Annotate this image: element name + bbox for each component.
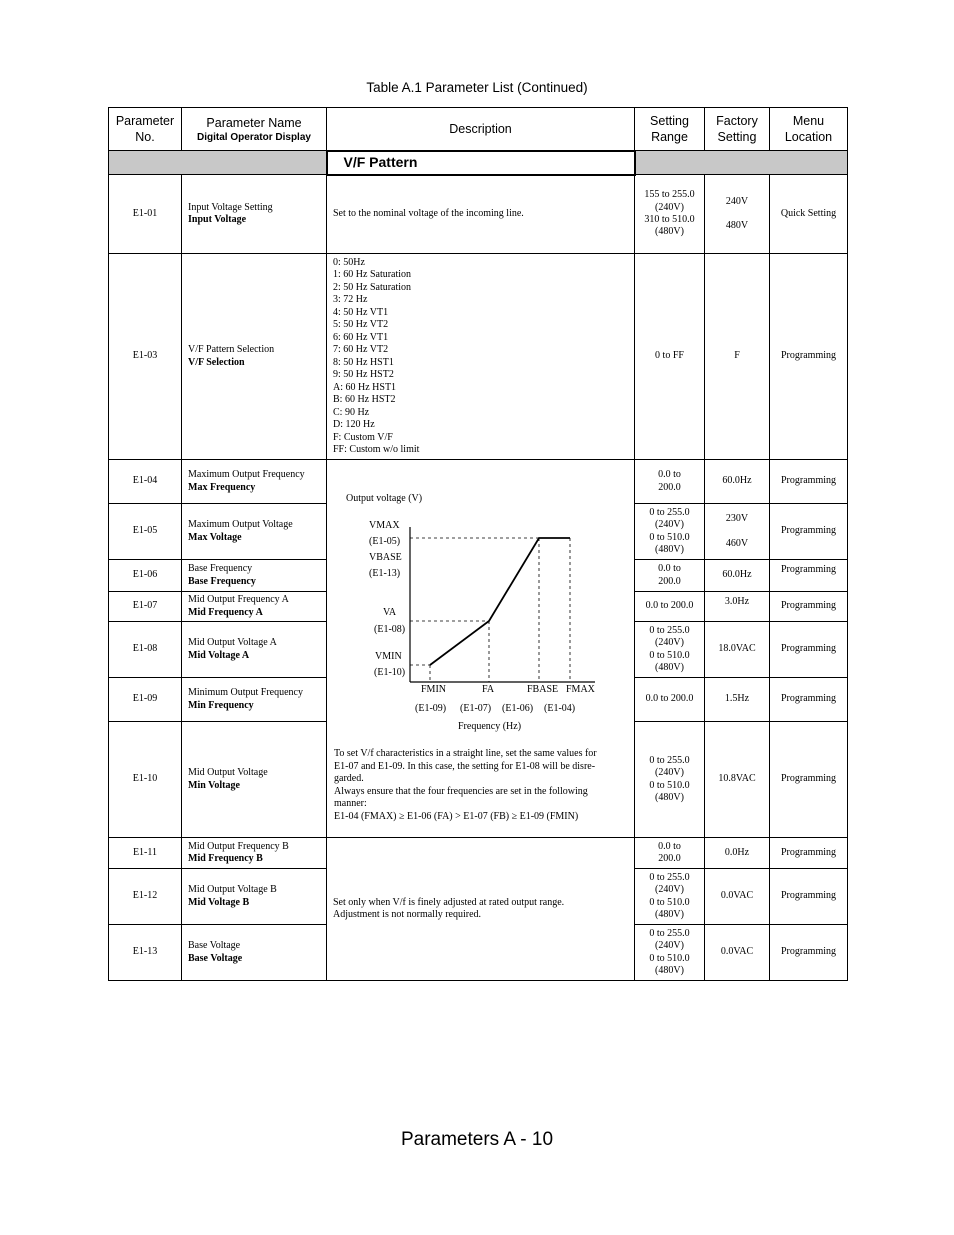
graph-y-label: (E1-13) (369, 568, 401, 579)
range-line: 200.0 (658, 575, 681, 587)
range-line: 0 to 510.0 (649, 531, 690, 543)
range-line: (480V) (655, 543, 684, 555)
range-line: 200.0 (658, 481, 681, 493)
header-description: Description (327, 108, 635, 151)
param-no: E1-05 (109, 504, 182, 560)
param-display: V/F Selection (188, 356, 245, 368)
range-line: (240V) (655, 201, 684, 213)
param-menu: Programming (770, 869, 848, 925)
param-display: Min Voltage (188, 779, 240, 791)
vf-note-line: To set V/f characteristics in a straight line, set the same values for (334, 748, 597, 759)
param-range (635, 722, 705, 838)
param-menu: Programming (770, 722, 848, 838)
range-line: (480V) (655, 964, 684, 976)
range-line: 310 to 510.0 (644, 214, 695, 225)
param-name-text: Input Voltage Setting (188, 201, 273, 213)
fine-adjust-line: Adjustment is not normally required. (333, 909, 482, 920)
param-no: E1-11 (109, 838, 182, 869)
fine-adjust-line: Set only when V/f is finely adjusted at rated output range. (333, 896, 565, 908)
graph-x-title: Frequency (Hz) (458, 721, 522, 732)
vf-pattern-description (327, 460, 635, 838)
option-item: 7: 60 Hz VT2 (333, 344, 389, 355)
range-line: (240V) (655, 884, 684, 896)
param-name (182, 460, 327, 504)
range-line: 0.0 to (658, 840, 681, 852)
graph-x-label: FA (482, 684, 495, 695)
param-name-text: Mid Output Frequency A (188, 594, 289, 606)
param-menu: Programming (770, 254, 848, 460)
param-range (635, 175, 705, 254)
option-item: C: 90 Hz (333, 406, 370, 418)
header-param-name (182, 108, 327, 151)
range-line: 200.0 (658, 853, 681, 864)
option-item: 6: 60 Hz VT1 (333, 331, 389, 343)
header-param-name-label: Parameter Name (206, 115, 302, 130)
range-line: (480V) (655, 226, 684, 238)
graph-x-sub-label: (E1-07) (460, 703, 492, 714)
range-line: 0.0 to (658, 469, 681, 481)
param-no: E1-09 (109, 678, 182, 722)
vf-note (334, 748, 629, 823)
param-menu: Programming (770, 838, 848, 869)
param-display: Mid Voltage B (188, 896, 250, 908)
option-item: B: 60 Hz HST2 (333, 394, 396, 405)
param-name (182, 592, 327, 622)
option-item: D: 120 Hz (333, 419, 375, 430)
graph-x-label: FMIN (421, 684, 447, 695)
option-item: 2: 50 Hz Saturation (333, 281, 412, 293)
range-line: (480V) (655, 661, 684, 673)
param-factory: 0.0VAC (705, 869, 770, 925)
param-range (635, 460, 705, 504)
range-line: 0 to 510.0 (649, 896, 690, 908)
range-line: 0 to 510.0 (649, 649, 690, 661)
table-row (109, 838, 848, 869)
param-factory: 60.0Hz (705, 560, 770, 592)
graph-x-label: FBASE (527, 684, 559, 695)
param-factory: 60.0Hz (705, 460, 770, 504)
param-display: Base Voltage (188, 952, 243, 964)
param-menu: Programming (770, 925, 848, 981)
param-display: Mid Voltage A (188, 649, 250, 661)
param-no: E1-04 (109, 460, 182, 504)
param-factory: 3.0Hz (705, 592, 770, 622)
range-line: (240V) (655, 767, 684, 779)
graph-x-sub-label: (E1-06) (502, 703, 534, 714)
param-factory (705, 175, 770, 254)
vf-note-line: E1-04 (FMAX) ≥ E1-06 (FA) > E1-07 (FB) ≥ E1-09 (FMIN) (334, 810, 579, 822)
header-param-name-sub: Digital Operator Display (197, 131, 311, 143)
param-factory (705, 504, 770, 560)
param-description (327, 254, 635, 460)
range-line: 155 to 255.0 (644, 189, 695, 201)
range-line: (240V) (655, 519, 684, 531)
param-factory: 18.0VAC (705, 622, 770, 678)
graph-y-label: (E1-05) (369, 536, 401, 547)
table-row (109, 175, 848, 254)
graph-y-label: VMIN (375, 651, 402, 662)
table-row (109, 254, 848, 460)
graph-x-sub-label: (E1-04) (544, 703, 576, 714)
factory-line: 240V (725, 195, 749, 207)
range-line: 0 to 255.0 (649, 624, 690, 636)
header-param-no: Parameter No. (109, 108, 182, 151)
param-range (635, 622, 705, 678)
param-factory: 10.8VAC (705, 722, 770, 838)
param-menu: Programming (770, 678, 848, 722)
param-no: E1-10 (109, 722, 182, 838)
range-line: 0 to 510.0 (649, 779, 690, 791)
param-factory: F (705, 254, 770, 460)
param-name (182, 925, 327, 981)
option-item: F: Custom V/F (333, 431, 393, 443)
param-menu: Programming (770, 622, 848, 678)
option-item: FF: Custom w/o limit (333, 444, 420, 455)
param-display: Base Frequency (188, 575, 256, 587)
range-line: (240V) (655, 637, 684, 649)
param-name (182, 678, 327, 722)
param-factory: 0.0Hz (705, 838, 770, 869)
param-range (635, 869, 705, 925)
vf-graph (327, 460, 634, 822)
header-setting-range: Setting Range (635, 108, 705, 151)
param-display: Min Frequency (188, 699, 254, 711)
graph-x-label: FMAX (566, 684, 595, 695)
param-menu: Programming (770, 560, 848, 592)
parameter-table (108, 107, 848, 981)
header-menu-location: Menu Location (770, 108, 848, 151)
range-line: 0 to 255.0 (649, 871, 690, 883)
range-line: 0 to 255.0 (649, 754, 690, 766)
graph-y-label: VMAX (369, 520, 400, 531)
option-item: 4: 50 Hz VT1 (333, 306, 389, 318)
param-range: 0 to FF (635, 254, 705, 460)
param-name-text: Maximum Output Voltage (188, 519, 293, 531)
param-display: Mid Frequency B (188, 853, 263, 864)
param-name (182, 560, 327, 592)
param-display: Max Voltage (188, 531, 242, 543)
factory-line: 460V (725, 537, 749, 549)
param-menu: Quick Setting (770, 175, 848, 254)
param-name (182, 175, 327, 254)
param-description: Set to the nominal voltage of the incoming line. (327, 175, 635, 254)
param-name-text: Mid Output Frequency B (188, 840, 289, 852)
option-item: 9: 50 Hz HST2 (333, 369, 394, 380)
option-item: 5: 50 Hz VT2 (333, 319, 389, 330)
graph-y-title: Output voltage (V) (346, 493, 423, 504)
table-row (109, 460, 848, 504)
param-name (182, 869, 327, 925)
fine-adjust-description (327, 838, 635, 981)
param-name-text: Mid Output Voltage (188, 767, 268, 779)
graph-x-sub-label: (E1-09) (415, 703, 447, 714)
param-display: Max Frequency (188, 481, 256, 493)
header-factory-setting: Factory Setting (705, 108, 770, 151)
factory-line: 480V (725, 220, 749, 231)
vf-note-line: garded. (334, 773, 364, 784)
vf-note-line: E1-07 and E1-09. In this case, the setting for E1-08 will be disre- (334, 760, 596, 772)
option-item: 8: 50 Hz HST1 (333, 356, 394, 368)
param-range (635, 560, 705, 592)
option-item: 0: 50Hz (333, 256, 365, 268)
range-line: 0 to 255.0 (649, 927, 690, 939)
param-display: Mid Frequency A (188, 606, 263, 618)
graph-y-label: VA (383, 607, 397, 618)
param-no: E1-01 (109, 175, 182, 254)
vf-note-line: manner: (334, 798, 367, 809)
range-line: (240V) (655, 940, 684, 952)
param-factory: 0.0VAC (705, 925, 770, 981)
param-name-text: Mid Output Voltage B (188, 884, 277, 896)
param-no: E1-03 (109, 254, 182, 460)
param-name (182, 622, 327, 678)
option-item: 1: 60 Hz Saturation (333, 269, 412, 280)
range-line: (480V) (655, 791, 684, 803)
param-range: 0.0 to 200.0 (635, 592, 705, 622)
range-line: (480V) (655, 908, 684, 920)
param-name-text: V/F Pattern Selection (188, 344, 275, 356)
param-name-text: Mid Output Voltage A (188, 637, 277, 649)
section-title: V/F Pattern (327, 151, 635, 175)
param-name (182, 504, 327, 560)
graph-y-label: (E1-08) (374, 624, 406, 635)
graph-y-label: VBASE (369, 552, 402, 563)
range-line: 0.0 to (658, 563, 681, 575)
section-fill-left (109, 151, 327, 175)
param-menu: Programming (770, 460, 848, 504)
param-name (182, 838, 327, 869)
section-fill-right (635, 151, 848, 175)
header-row (109, 108, 848, 151)
param-menu: Programming (770, 592, 848, 622)
param-no: E1-08 (109, 622, 182, 678)
range-line: 0 to 510.0 (649, 952, 690, 964)
param-menu: Programming (770, 504, 848, 560)
param-factory: 1.5Hz (705, 678, 770, 722)
param-display: Input Voltage (188, 214, 247, 225)
param-name-text: Minimum Output Frequency (188, 687, 303, 699)
param-no: E1-13 (109, 925, 182, 981)
param-range (635, 838, 705, 869)
param-name-text: Maximum Output Frequency (188, 469, 305, 481)
param-name-text: Base Voltage (188, 940, 241, 952)
param-no: E1-12 (109, 869, 182, 925)
range-line: 0 to 255.0 (649, 506, 690, 518)
param-range (635, 925, 705, 981)
param-name (182, 722, 327, 838)
graph-y-label: (E1-10) (374, 667, 406, 678)
vf-curve (430, 538, 570, 665)
option-item: 3: 72 Hz (333, 294, 368, 305)
param-range: 0.0 to 200.0 (635, 678, 705, 722)
option-item: A: 60 Hz HST1 (333, 381, 397, 393)
param-range (635, 504, 705, 560)
section-row (109, 151, 848, 175)
factory-line: 230V (725, 513, 749, 525)
page-footer: Parameters A - 10 (400, 1129, 554, 1150)
param-no: E1-06 (109, 560, 182, 592)
param-name-text: Base Frequency (188, 563, 253, 575)
vf-note-line: Always ensure that the four frequencies are set in the following (334, 785, 588, 797)
table-caption: Table A.1 Parameter List (Continued) (366, 80, 588, 95)
param-name (182, 254, 327, 460)
param-no: E1-07 (109, 592, 182, 622)
